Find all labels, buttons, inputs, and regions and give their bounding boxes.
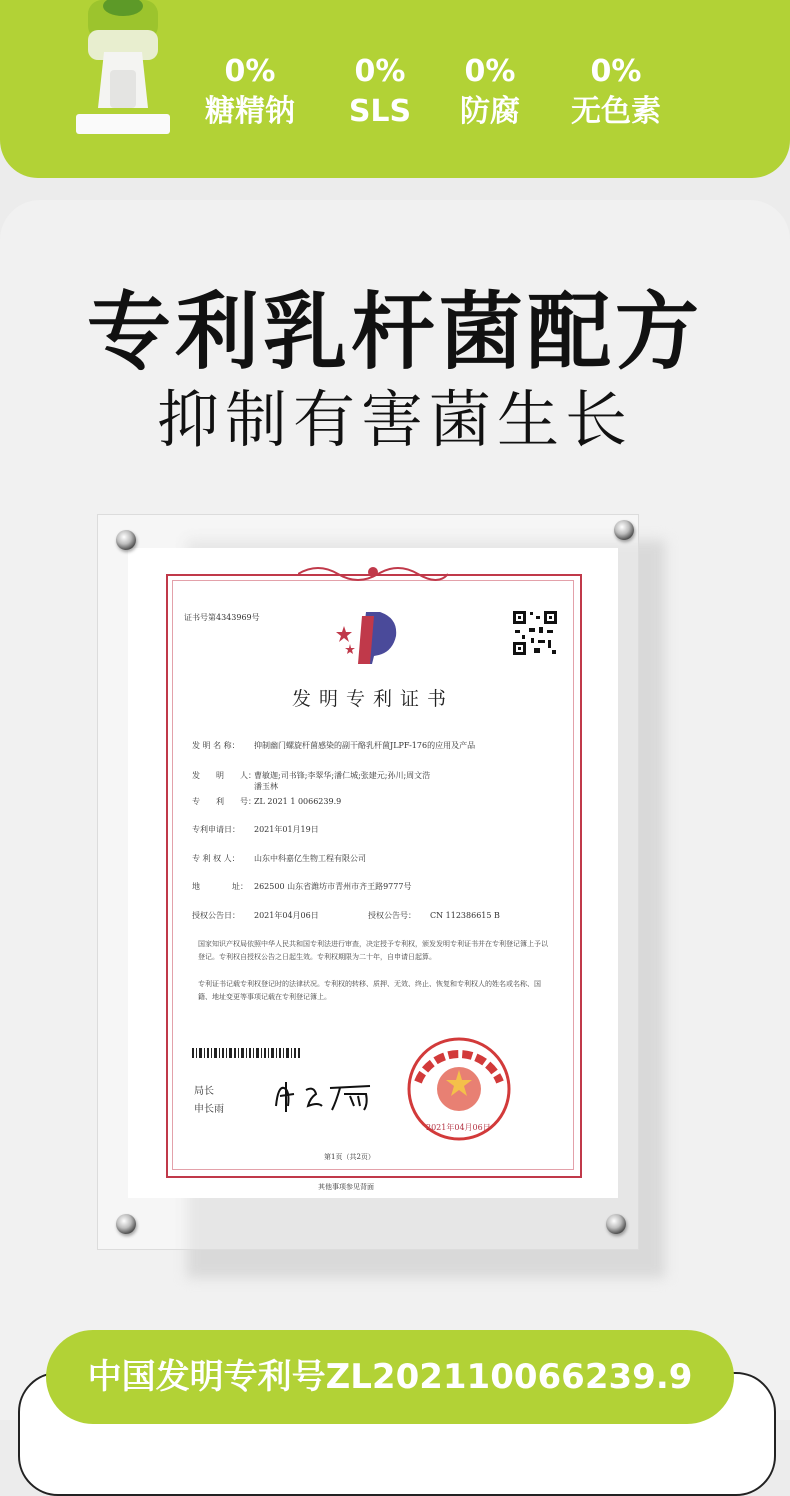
owner: 山东中科嘉亿生物工程有限公司 [254, 854, 366, 863]
qr-code-icon [512, 610, 558, 656]
seal-date: 2021年04月06日 [426, 1123, 491, 1132]
address-label: 地 址： [192, 882, 248, 891]
barcode-icon [192, 1048, 302, 1058]
certificate-title: 发明专利证书 [291, 688, 454, 710]
inventors-cont: 潘玉林 [254, 782, 278, 791]
headline: 专利乳杆菌配方 [86, 283, 703, 381]
claim-label: 无色素 [571, 94, 661, 129]
certificate-paragraph: 国家知识产权局依照中华人民共和国专利法进行审查，决定授予专利权，颁发发明专利证书并在专利登记簿上予以登记。专利权自授权公告之日起生效。专利权期限为二十年，自申请日起算。 [198, 940, 548, 961]
owner-label: 专 利 权 人： [192, 854, 240, 863]
claim-percent: 0% [354, 54, 406, 89]
subheadline: 抑制有害菌生长 [156, 383, 633, 456]
claim-item [190, 52, 310, 132]
patent-number-text: 中国发明专利号ZL202110066239.9 [87, 1357, 693, 1397]
claim-percent: 0% [464, 54, 516, 89]
ornament-top [298, 560, 448, 584]
back-note: 其他事项参见背面 [318, 1183, 374, 1191]
patent-no-label: 专 利 号： [192, 797, 256, 806]
claim-label: SLS [348, 94, 412, 129]
inventors: 曹敏迦;司书锋;李翠华;潘仁城;张建元;孙川;周文浩 [254, 771, 431, 780]
frame-screw [614, 520, 634, 540]
cnipa-emblem-icon [336, 606, 408, 668]
director-name: 申长雨 [194, 1104, 224, 1115]
frame-screw [606, 1214, 626, 1234]
patent-number-banner [46, 1330, 734, 1424]
director-title: 局长 [194, 1086, 214, 1097]
invention-name: 抑制幽门螺旋杆菌感染的副干酪乳杆菌JLPF-176的应用及产品 [254, 741, 476, 750]
apply-date-label: 专利申请日： [192, 825, 240, 834]
grant-no-label: 授权公告号： [368, 911, 416, 920]
claim-percent: 0% [590, 54, 642, 89]
director-signature [270, 1076, 380, 1116]
claim-item [440, 52, 540, 132]
frame-screw [116, 1214, 136, 1234]
certificate-number: 证书号第4343969号 [184, 613, 260, 622]
claims-row [190, 52, 690, 142]
claim-item [330, 52, 430, 132]
claim-label: 防腐 [460, 94, 520, 129]
apply-date: 2021年01月19日 [254, 825, 319, 834]
address: 262500 山东省潍坊市青州市齐王路9777号 [254, 882, 412, 891]
claim-item [556, 52, 676, 132]
grant-date-label: 授权公告日： [192, 911, 240, 920]
grant-date: 2021年04月06日 [254, 911, 319, 920]
certificate-paragraph: 专利证书记载专利权登记时的法律状况。专利权的转移、质押、无效、终止、恢复和专利权人的姓名或名称、国籍、地址变更等事项记载在专利登记簿上。 [198, 980, 541, 1001]
claim-label: 糖精钠 [205, 94, 295, 129]
patent-no: ZL 2021 1 0066239.9 [254, 797, 342, 806]
inventor-label: 发 明 人： [192, 771, 256, 780]
frame-screw [116, 530, 136, 550]
page-indicator: 第1页（共2页） [324, 1153, 375, 1161]
top-banner [0, 0, 790, 178]
claim-percent: 0% [224, 54, 276, 89]
grant-no: CN 112386615 B [430, 911, 500, 920]
patent-certificate [128, 548, 618, 1198]
invention-name-label: 发 明 名 称： [192, 741, 240, 750]
product-tube-image [74, 0, 172, 136]
